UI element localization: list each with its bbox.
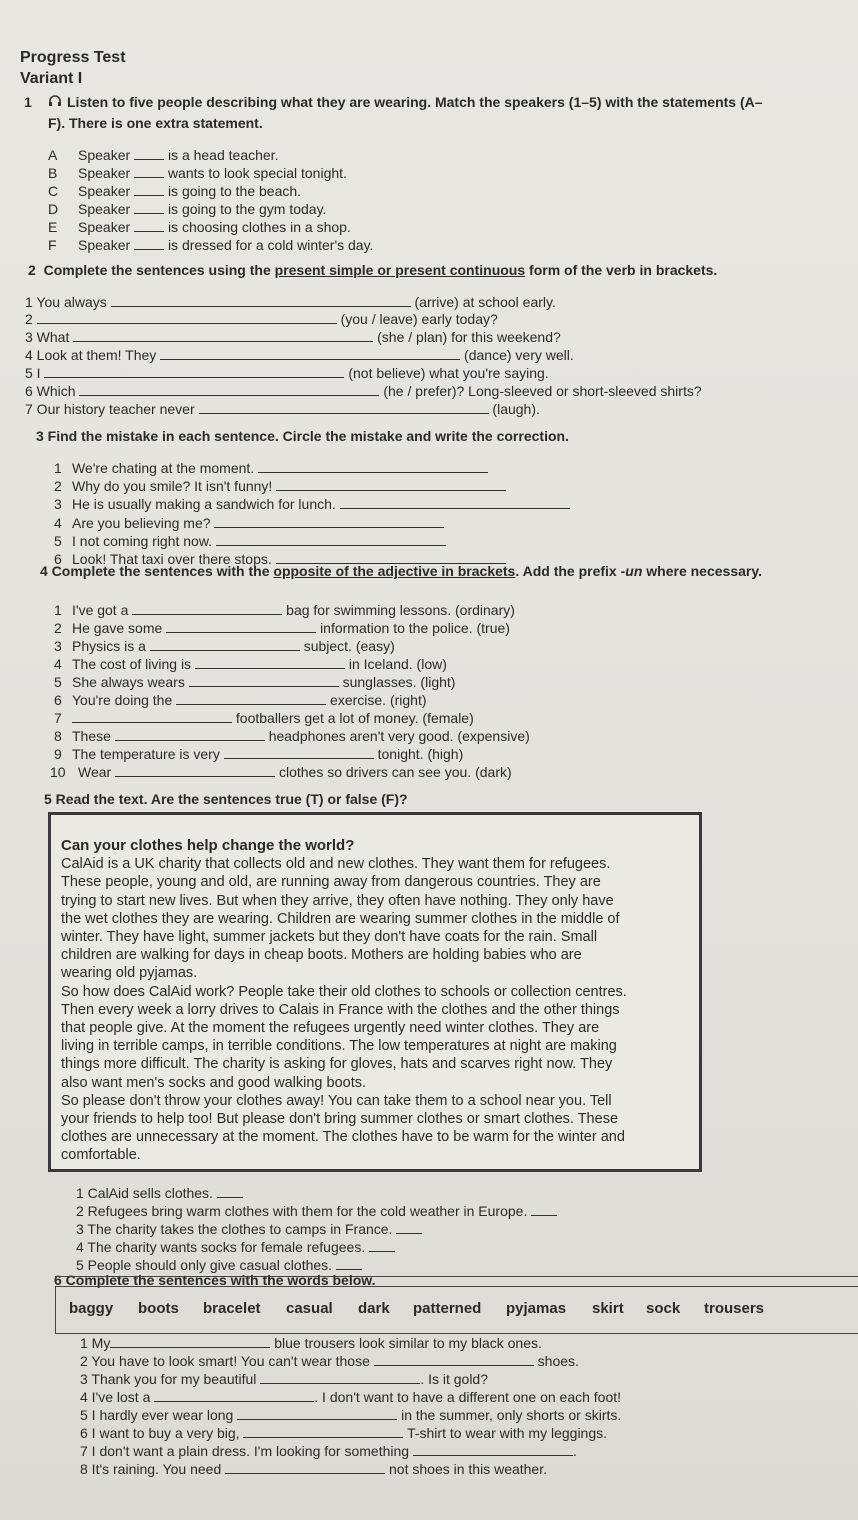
answer-blank[interactable] (154, 1388, 314, 1402)
ex6-item: 8 It's raining. You need not shoes in this weather. (80, 1461, 548, 1477)
ex4-item: 9 The temperature is very tonight. (high) (54, 746, 464, 762)
ex6-item: 7 I don't want a plain dress. I'm looking for something . (80, 1443, 577, 1459)
ex4-item: 4 The cost of living is in Iceland. (low) (54, 656, 447, 672)
ex6-item: 1 My blue trousers look similar to my black ones. (80, 1335, 542, 1351)
answer-blank[interactable] (150, 637, 300, 651)
ex4-item: 2 He gave some information to the police. (true) (54, 620, 510, 636)
answer-blank[interactable] (396, 1220, 422, 1234)
ex3-item: 2 Why do you smile? It isn't funny! (54, 477, 506, 494)
ex1-instruction-line2: F). There is one extra statement. (48, 115, 263, 131)
answer-blank[interactable] (132, 601, 282, 615)
answer-blank[interactable] (199, 400, 489, 414)
ex6-instruction: 6 Complete the sentences with the words below. (54, 1272, 376, 1288)
answer-blank[interactable] (374, 1352, 534, 1366)
reading-paragraph-3: So please don't throw your clothes away! You can take them to a school near you. Tell your friends to help too! But please don't bring summer clothes or smart clothes. These clothes are unnecessary at the moment. The clothes have to be warm for the winter and comfortable. (61, 1092, 625, 1164)
answer-blank[interactable] (79, 382, 379, 396)
answer-blank[interactable] (243, 1424, 403, 1438)
answer-blank[interactable] (110, 1334, 270, 1348)
answer-blank[interactable] (276, 477, 506, 491)
answer-blank[interactable] (189, 673, 339, 687)
answer-blank[interactable] (160, 346, 460, 360)
word-chip: trousers (704, 1300, 765, 1317)
ex4-item: 6 You're doing the exercise. (right) (54, 692, 427, 708)
ex5-statement: 4 The charity wants socks for female refugees. (76, 1238, 395, 1255)
ex4-item: 8 These headphones aren't very good. (expensive) (54, 728, 530, 744)
headphones-icon (48, 94, 62, 111)
ex5-instruction: 5 Read the text. Are the sentences true (T) or false (F)? (44, 791, 408, 807)
word-chip: casual (286, 1300, 333, 1317)
ex1-instruction-line1: Listen to five people describing what they are wearing. Match the speakers (1–5) with the statements (A– (67, 94, 763, 110)
ex5-statement: 3 The charity takes the clothes to camps in France. (76, 1220, 422, 1237)
ex2-instruction: 2 Complete the sentences using the present simple or present continuous form of the verb in brackets. (28, 262, 718, 278)
answer-blank[interactable] (73, 328, 373, 342)
ex4-item: 3 Physics is a subject. (easy) (54, 638, 395, 654)
answer-blank[interactable] (176, 691, 326, 705)
answer-blank[interactable] (37, 310, 337, 324)
answer-blank[interactable] (214, 514, 444, 528)
variant-label: Variant I (20, 70, 83, 87)
ex1-item: F Speaker is dressed for a cold winter's day. (48, 237, 374, 253)
answer-blank[interactable] (166, 619, 316, 633)
answer-blank[interactable] (134, 218, 164, 232)
ex4-item: 7 footballers get a lot of money. (female) (54, 710, 474, 726)
ex2-item: 1 You always (arrive) at school early. (25, 294, 556, 310)
ex6-item: 5 I hardly ever wear long in the summer, only shorts or skirts. (80, 1407, 622, 1423)
ex6-item: 6 I want to buy a very big, T-shirt to wear with my leggings. (80, 1425, 608, 1441)
ex1-item: D Speaker is going to the gym today. (48, 201, 327, 217)
ex4-item: 10 Wear clothes so drivers can see you. (dark) (50, 764, 512, 780)
ex1-item: C Speaker is going to the beach. (48, 183, 302, 199)
ex1-item: A Speaker is a head teacher. (48, 147, 279, 163)
page-title: Progress Test (20, 49, 126, 66)
answer-blank[interactable] (258, 459, 488, 473)
word-chip: pyjamas (506, 1300, 567, 1317)
answer-blank[interactable] (72, 709, 232, 723)
ex2-item: 3 What (she / plan) for this weekend? (25, 329, 561, 345)
word-chip: bracelet (203, 1300, 261, 1317)
ex3-item: 3 He is usually making a sandwich for lunch. (54, 495, 570, 512)
answer-blank[interactable] (134, 200, 164, 214)
word-chip: patterned (413, 1300, 482, 1317)
ex2-item: 7 Our history teacher never (laugh). (25, 401, 540, 417)
ex3-item: 6 Look! That taxi over there stops. (54, 550, 506, 567)
ex4-item: 1 I've got a bag for swimming lessons. (ordinary) (54, 602, 515, 618)
ex4-instruction: 4 Complete the sentences with the opposite of the adjective in brackets. Add the prefix -un where necessary. (40, 563, 762, 579)
answer-blank[interactable] (225, 1460, 385, 1474)
ex3-item: 1 We're chating at the moment. (54, 459, 488, 476)
answer-blank[interactable] (260, 1370, 420, 1384)
ex6-item: 2 You have to look smart! You can't wear those shoes. (80, 1353, 579, 1369)
word-chip: dark (358, 1300, 390, 1317)
ex5-statement: 5 People should only give casual clothes. (76, 1256, 362, 1273)
answer-blank[interactable] (224, 745, 374, 759)
answer-blank[interactable] (340, 495, 570, 509)
answer-blank[interactable] (115, 727, 265, 741)
answer-blank[interactable] (44, 364, 344, 378)
answer-blank[interactable] (216, 532, 446, 546)
answer-blank[interactable] (115, 763, 275, 777)
ex3-item: 5 I not coming right now. (54, 532, 446, 549)
word-chip: sock (646, 1300, 681, 1317)
ex1-number: 1 (24, 94, 32, 110)
reading-title: Can your clothes help change the world? (61, 837, 355, 854)
ex3-instruction: 3 Find the mistake in each sentence. Circle the mistake and write the correction. (36, 428, 569, 444)
ex6-item: 3 Thank you for my beautiful . Is it gold? (80, 1371, 488, 1387)
word-chip: baggy (69, 1300, 114, 1317)
ex1-item: E Speaker is choosing clothes in a shop. (48, 219, 351, 235)
ex6-item: 4 I've lost a . I don't want to have a different one on each foot! (80, 1389, 622, 1405)
answer-blank[interactable] (369, 1238, 395, 1252)
ex3-item: 4 Are you believing me? (54, 514, 444, 531)
reading-paragraph-2: So how does CalAid work? People take their old clothes to schools or collection centres. Then every week a lorry drives to Calais in France with the clothes and the other things that people give. At the moment the refugees urgently need winter clothes. They are living in terrible camps, in terrible conditions. The low temperatures at night are making things more difficult. The charity is asking for gloves, hats and scarves right now. They also want men's socks and good walking boots. (61, 983, 627, 1091)
word-box (55, 1286, 858, 1334)
ex5-statement: 1 CalAid sells clothes. (76, 1184, 243, 1201)
answer-blank[interactable] (413, 1442, 573, 1456)
answer-blank[interactable] (276, 550, 506, 564)
ex2-item: 5 I (not believe) what you're saying. (25, 365, 549, 381)
ex5-statement: 2 Refugees bring warm clothes with them for the cold weather in Europe. (76, 1202, 557, 1219)
answer-blank[interactable] (195, 655, 345, 669)
answer-blank[interactable] (531, 1202, 557, 1216)
answer-blank[interactable] (134, 182, 164, 196)
answer-blank[interactable] (336, 1256, 362, 1270)
answer-blank[interactable] (134, 146, 164, 160)
ex2-item: 4 Look at them! They (dance) very well. (25, 347, 574, 363)
ex4-item: 5 She always wears sunglasses. (light) (54, 674, 456, 690)
answer-blank[interactable] (134, 164, 164, 178)
divider (55, 1276, 858, 1277)
word-chip: boots (138, 1300, 179, 1317)
word-chip: skirt (592, 1300, 624, 1317)
reading-paragraph-1: CalAid is a UK charity that collects old and new clothes. They want them for refugees. These people, young and old, are running away from dangerous countries. They are trying to start new lives. But when they arrive, they often have nothing. They only have the wet clothes they are wearing. Children are wearing summer clothes in the middle of winter. They have light, summer jackets but they don't have coats for the rain. Small children are walking for days in cheap boots. Mothers are holding babies who are wearing old pyjamas. (61, 856, 620, 982)
reading-text-box (48, 812, 702, 1172)
answer-blank[interactable] (217, 1184, 243, 1198)
ex2-item: 2 (you / leave) early today? (25, 311, 498, 327)
answer-blank[interactable] (134, 236, 164, 250)
answer-blank[interactable] (111, 293, 411, 307)
answer-blank[interactable] (237, 1406, 397, 1420)
ex2-item: 6 Which (he / prefer)? Long-sleeved or short-sleeved shirts? (25, 383, 702, 399)
ex1-item: B Speaker wants to look special tonight. (48, 165, 347, 181)
